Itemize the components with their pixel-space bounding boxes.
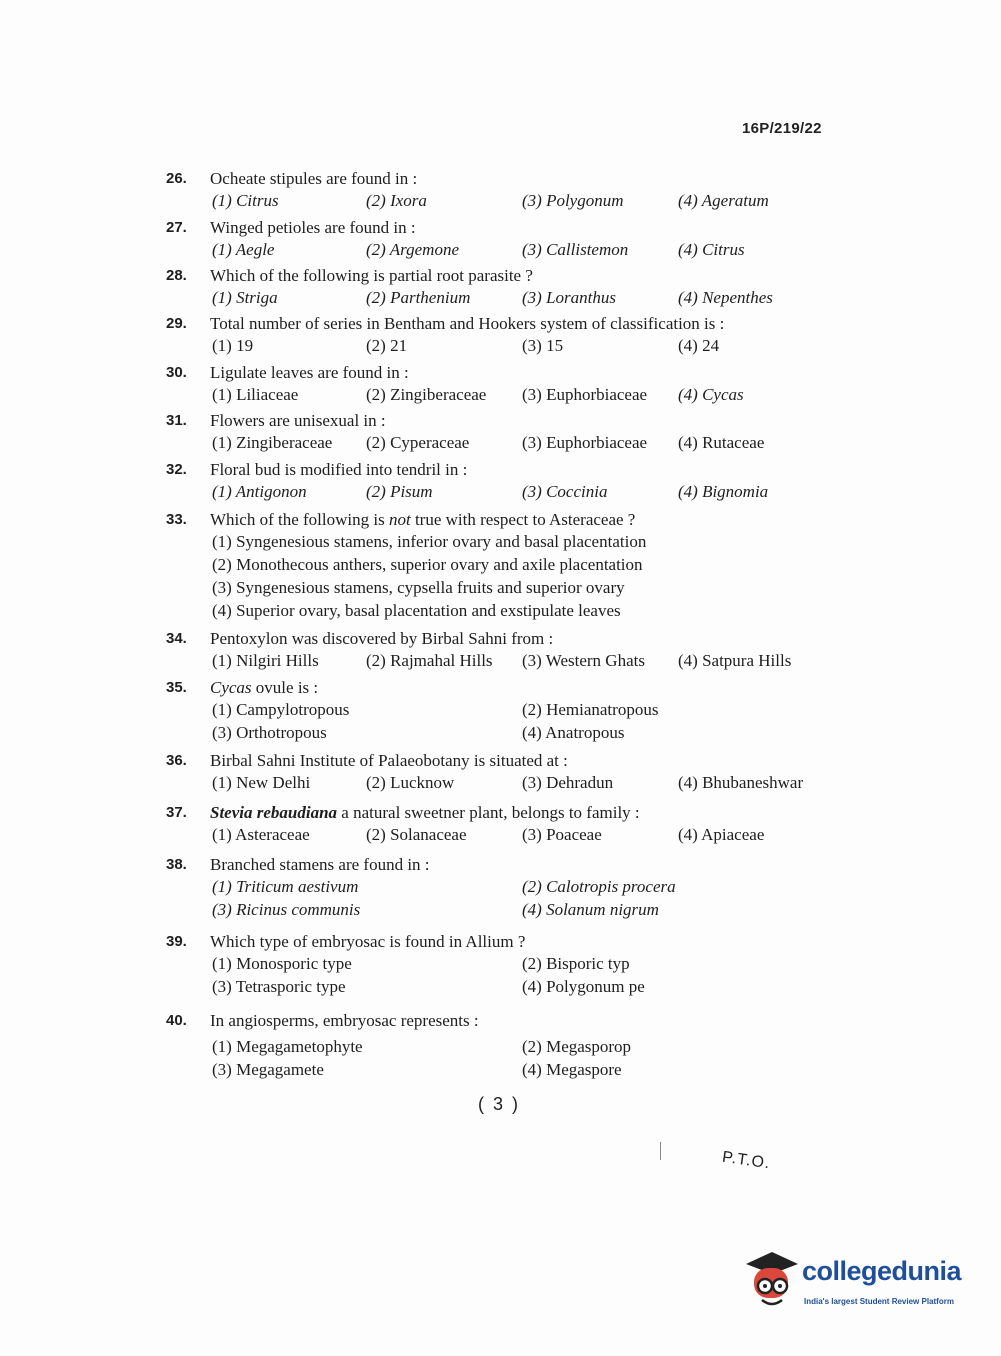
option-4: (4) Rutaceae bbox=[678, 433, 765, 452]
options bbox=[210, 772, 850, 795]
question-text: Winged petioles are found in : bbox=[210, 218, 416, 237]
collegedunia-watermark bbox=[742, 1250, 982, 1320]
question-number: 37. bbox=[166, 804, 187, 821]
question-text: Which of the following is partial root parasite ? bbox=[210, 266, 533, 285]
question-text-post: a natural sweetner plant, belongs to family : bbox=[337, 803, 640, 822]
option-2: (2) Hemianatropous bbox=[522, 700, 659, 719]
option-3: (3) Callistemon bbox=[522, 240, 629, 259]
question-text-emphasis: not bbox=[388, 510, 411, 529]
option-3: (3) Tetrasporic type bbox=[212, 977, 346, 996]
option-4: (4) Citrus bbox=[678, 240, 745, 259]
option-1: (1) Nilgiri Hills bbox=[212, 651, 319, 670]
option-1: (1) New Delhi bbox=[212, 773, 311, 792]
option-1: (1) Megagametophyte bbox=[212, 1037, 363, 1056]
option-4: (4) Polygonum pe bbox=[522, 977, 645, 996]
option-4: (4) Megaspore bbox=[522, 1060, 622, 1079]
option-2: (2) Lucknow bbox=[366, 773, 455, 792]
question-number: 28. bbox=[166, 267, 187, 284]
option-3: (3) Euphorbiaceae bbox=[522, 433, 648, 452]
option-3: (3) Ricinus communis bbox=[212, 900, 361, 919]
question-number: 26. bbox=[166, 170, 187, 187]
question-text-emphasis: Cycas bbox=[210, 678, 252, 697]
question-text: Total number of series in Bentham and Hookers system of classification is : bbox=[210, 314, 725, 333]
options bbox=[210, 432, 850, 455]
option-4: (4) Ageratum bbox=[678, 191, 769, 210]
question-text: Birbal Sahni Institute of Palaeobotany is situated at : bbox=[210, 751, 568, 770]
option-4: (4) Bhubaneshwar bbox=[678, 773, 804, 792]
question-text bbox=[210, 802, 640, 824]
question-text-post: ovule is : bbox=[251, 678, 319, 697]
brand-name: collegedunia bbox=[802, 1256, 962, 1286]
option-4: (4) Superior ovary, basal placentation and exstipulate leaves bbox=[212, 601, 621, 620]
options bbox=[210, 481, 850, 504]
option-4: (4) 24 bbox=[678, 336, 720, 355]
option-3: (3) Syngenesious stamens, cypsella fruits and superior ovary bbox=[212, 578, 625, 597]
option-2: (2) Ixora bbox=[366, 191, 427, 210]
option-3: (3) Coccinia bbox=[522, 482, 608, 501]
option-1: (1) Zingiberaceae bbox=[212, 433, 333, 452]
option-4: (4) Satpura Hills bbox=[678, 651, 792, 670]
options bbox=[210, 650, 850, 673]
question-text: Ocheate stipules are found in : bbox=[210, 169, 418, 188]
question-text: In angiosperms, embryosac represents : bbox=[210, 1011, 479, 1030]
pto-note: P.T.O. bbox=[721, 1148, 772, 1173]
option-2: (2) Rajmahal Hills bbox=[366, 651, 493, 670]
question-text: Pentoxylon was discovered by Birbal Sahni from : bbox=[210, 629, 554, 648]
question-text-post: true with respect to Asteraceae ? bbox=[410, 510, 636, 529]
question-text: Ligulate leaves are found in : bbox=[210, 363, 409, 382]
option-4: (4) Solanum nigrum bbox=[522, 900, 659, 919]
options bbox=[210, 699, 850, 745]
question-number: 36. bbox=[166, 752, 187, 769]
option-2: (2) Megasporop bbox=[522, 1037, 632, 1056]
question-number: 34. bbox=[166, 630, 187, 647]
question-text: Floral bud is modified into tendril in : bbox=[210, 460, 468, 479]
option-2: (2) Zingiberaceae bbox=[366, 385, 487, 404]
option-3: (3) Loranthus bbox=[522, 288, 616, 307]
option-2: (2) 21 bbox=[366, 336, 408, 355]
options bbox=[210, 384, 850, 407]
options bbox=[210, 335, 850, 358]
option-1: (1) Antigonon bbox=[212, 482, 307, 501]
option-2: (2) Solanaceae bbox=[366, 825, 467, 844]
question-number: 35. bbox=[166, 679, 187, 696]
options bbox=[210, 824, 850, 847]
options bbox=[210, 1036, 850, 1082]
question-text bbox=[210, 509, 635, 531]
brand-tagline: India's largest Student Review Platform bbox=[804, 1297, 954, 1306]
question-number: 39. bbox=[166, 933, 187, 950]
option-1: (1) Striga bbox=[212, 288, 278, 307]
options bbox=[210, 531, 850, 623]
question-number: 33. bbox=[166, 511, 187, 528]
option-2: (2) Pisum bbox=[366, 482, 433, 501]
option-2: (2) Bisporic typ bbox=[522, 954, 630, 973]
options bbox=[210, 287, 850, 310]
option-1: (1) Monosporic type bbox=[212, 954, 352, 973]
question-text-emphasis: Stevia rebaudiana bbox=[210, 803, 338, 822]
question-text: Flowers are unisexual in : bbox=[210, 411, 386, 430]
option-2: (2) Argemone bbox=[366, 240, 460, 259]
question-number: 38. bbox=[166, 856, 187, 873]
question-text bbox=[210, 677, 318, 699]
page-number: ( 3 ) bbox=[478, 1094, 521, 1114]
scan-mark bbox=[660, 1142, 661, 1160]
option-1: (1) Citrus bbox=[212, 191, 279, 210]
option-2: (2) Cyperaceae bbox=[366, 433, 470, 452]
options bbox=[210, 190, 850, 213]
option-1: (1) Triticum aestivum bbox=[212, 877, 359, 896]
question-number: 31. bbox=[166, 412, 187, 429]
option-3: (3) Polygonum bbox=[522, 191, 624, 210]
option-3: (3) Western Ghats bbox=[522, 651, 645, 670]
question-text-pre: Which of the following is bbox=[210, 510, 389, 529]
option-4: (4) Bignomia bbox=[678, 482, 769, 501]
option-4: (4) Nepenthes bbox=[678, 288, 773, 307]
option-1: (1) 19 bbox=[212, 336, 254, 355]
paper-code: 16P/219/22 bbox=[742, 120, 822, 137]
question-number: 29. bbox=[166, 315, 187, 332]
option-3: (3) Dehradun bbox=[522, 773, 614, 792]
option-4: (4) Apiaceae bbox=[678, 825, 765, 844]
question-number: 40. bbox=[166, 1012, 187, 1029]
option-2: (2) Parthenium bbox=[366, 288, 471, 307]
question-text: Branched stamens are found in : bbox=[210, 855, 430, 874]
option-3: (3) Poaceae bbox=[522, 825, 602, 844]
options bbox=[210, 239, 850, 262]
options bbox=[210, 876, 850, 922]
option-1: (1) Liliaceae bbox=[212, 385, 299, 404]
option-2: (2) Monothecous anthers, superior ovary and axile placentation bbox=[212, 555, 643, 574]
option-3: (3) Megagamete bbox=[212, 1060, 324, 1079]
question-number: 32. bbox=[166, 461, 187, 478]
option-3: (3) 15 bbox=[522, 336, 564, 355]
option-1: (1) Syngenesious stamens, inferior ovary and basal placentation bbox=[212, 532, 647, 551]
option-3: (3) Orthotropous bbox=[212, 723, 327, 742]
option-2: (2) Calotropis procera bbox=[522, 877, 676, 896]
option-1: (1) Campylotropous bbox=[212, 700, 350, 719]
options bbox=[210, 953, 850, 999]
question-text: Which type of embryosac is found in Allium ? bbox=[210, 932, 526, 951]
option-4: (4) Anatropous bbox=[522, 723, 625, 742]
option-1: (1) Asteraceae bbox=[212, 825, 310, 844]
mascot-icon bbox=[742, 1250, 800, 1314]
option-3: (3) Euphorbiaceae bbox=[522, 385, 648, 404]
option-1: (1) Aegle bbox=[212, 240, 275, 259]
question-number: 30. bbox=[166, 364, 187, 381]
option-4: (4) Cycas bbox=[678, 385, 744, 404]
question-number: 27. bbox=[166, 219, 187, 236]
